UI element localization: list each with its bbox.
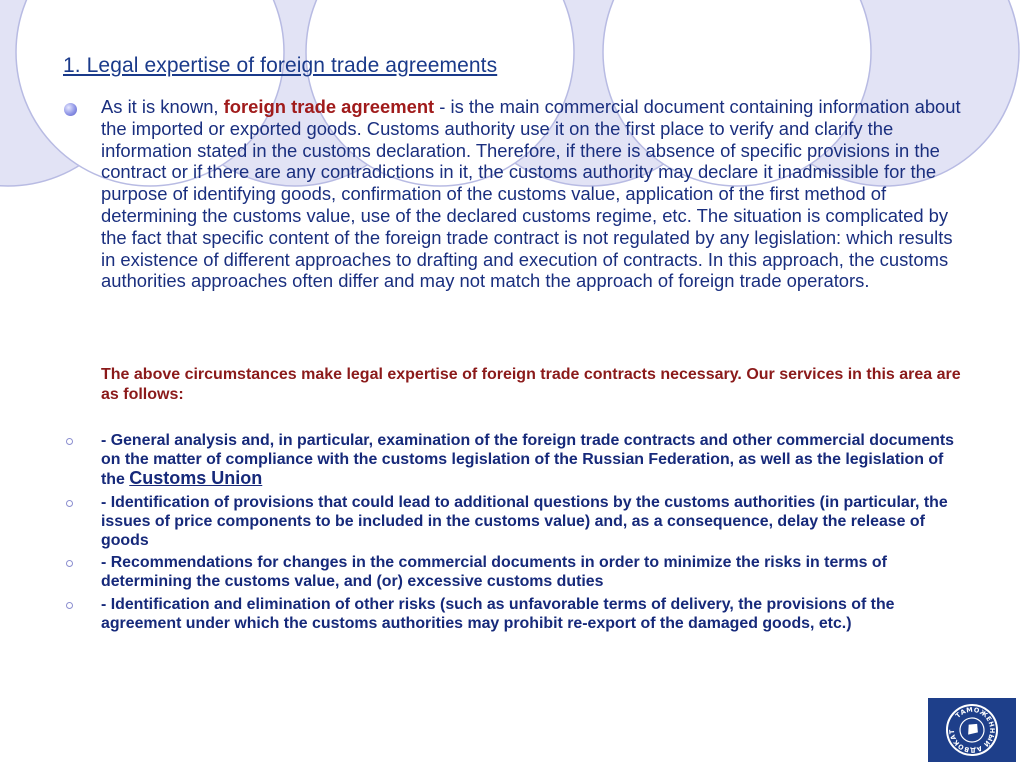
- services-list: [64, 431, 964, 636]
- logo-text: ТАМОЖЕННЫЙ АДВОКАТ: [947, 705, 997, 755]
- shaded-circle-bullet-icon: [64, 103, 77, 116]
- intro-body: - is the main commercial document containing information about the imported or exported goods. Customs authority use it on the first place to verify and clarify the information stated in the customs declaration. Therefore, if there is absence of specific provisions in the contract or if there are any contradictions in it, the customs authority may declare it inadmissible for the purpose of identifying goods, confirmation of the customs value, application of the first method of determining the customs value, use of the declared customs regime, etc. The situation is complicated by the fact that specific content of the foreign trade contract is not regulated by any legislation: which results in existence of different approaches to drafting and execution of contracts. In this approach, the customs authorities approaches often differ and may not match the approach of foreign trade operators.: [101, 96, 961, 292]
- hollow-ring-bullet-icon: [66, 500, 73, 507]
- hollow-ring-bullet-icon: [66, 602, 73, 609]
- intro-paragraph: [101, 96, 961, 292]
- service-text: - Identification of provisions that could lead to additional questions by the customs authorities (in particular, the issues of price components to be included in the customs value) and, as a consequence, delay the release of goods: [101, 493, 948, 550]
- service-text: - Recommendations for changes in the commercial documents in order to minimize the risks in terms of determining the customs value, and (or) excessive customs duties: [101, 554, 887, 591]
- hollow-ring-bullet-icon: [66, 560, 73, 567]
- conclusion-paragraph: The above circumstances make legal expertise of foreign trade contracts necessary. Our services in this area are as follows:: [101, 366, 961, 403]
- hollow-ring-bullet-icon: [66, 438, 73, 445]
- intro-keyword: foreign trade agreement: [223, 96, 435, 117]
- service-item: [64, 493, 964, 551]
- service-item: [64, 553, 964, 591]
- slide-title: 1. Legal expertise of foreign trade agreements: [63, 54, 498, 77]
- service-text: - General analysis and, in particular, examination of the foreign trade contracts and other commercial documents on the matter of compliance with the customs legislation of the Russian Federation, as well as the legislation of the: [101, 432, 955, 489]
- customs-union-link[interactable]: Customs Union: [129, 468, 263, 489]
- intro-prefix: As it is known,: [101, 96, 224, 117]
- service-item: [64, 431, 964, 490]
- service-text: - Identification and elimination of other risks (such as unfavorable terms of delivery, the provisions of the agreement under which the customs authorities may prohibit re-export of the damaged goods, etc.): [101, 595, 895, 632]
- service-item: [64, 595, 964, 633]
